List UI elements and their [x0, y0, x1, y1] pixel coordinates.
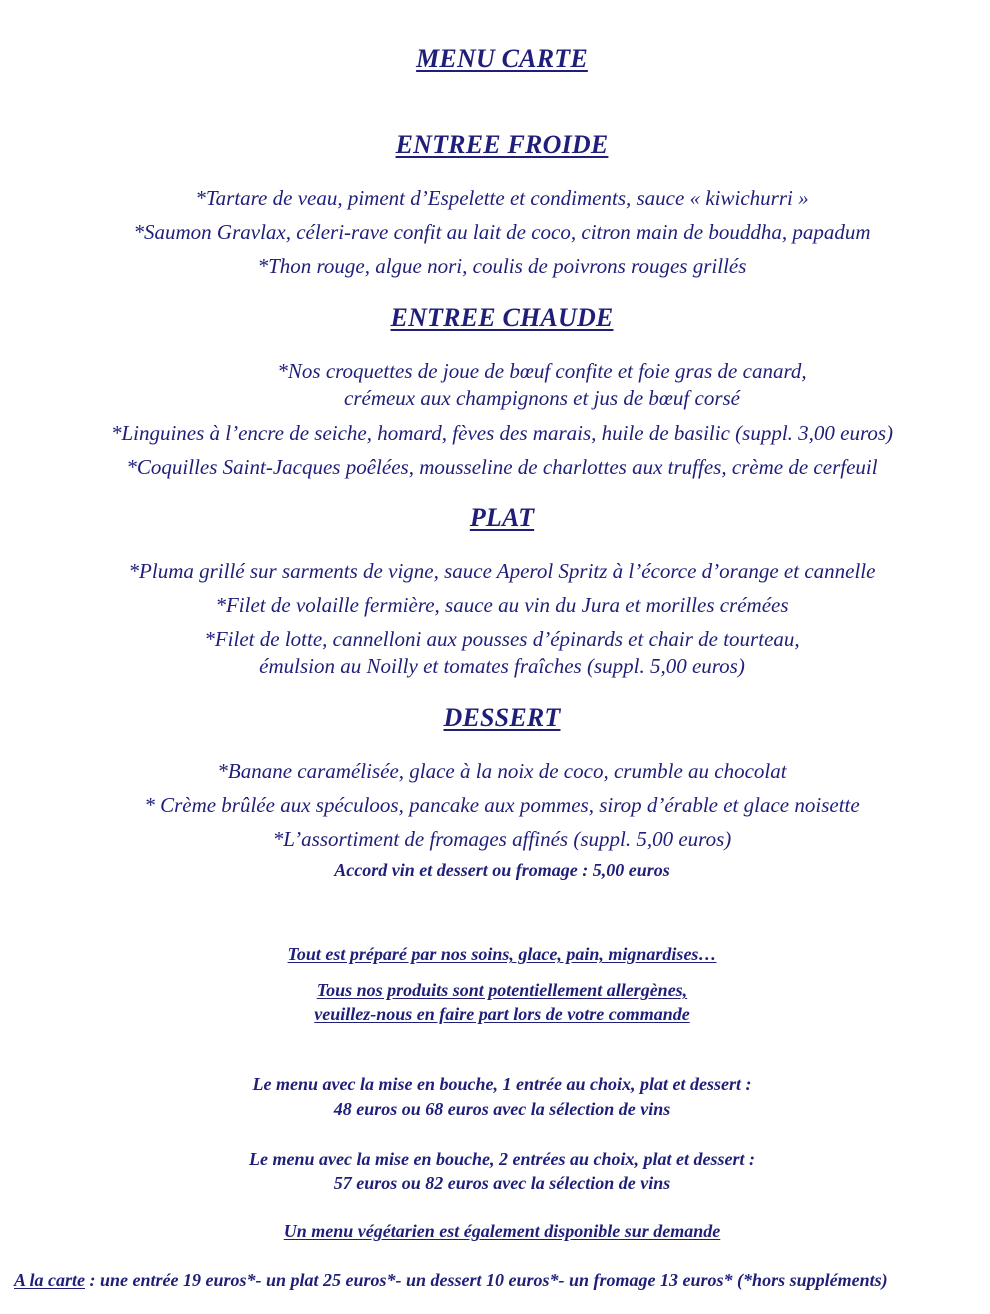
- menu-item: *Saumon Gravlax, céleri-rave confit au lait de coco, citron main de bouddha, papadum: [133, 220, 871, 244]
- a-la-carte-label: A la carte: [14, 1270, 85, 1290]
- menu-item: *Pluma grillé sur sarments de vigne, sauce Aperol Spritz à l’écorce d’orange et cannelle: [128, 559, 876, 583]
- menu-item-continuation: émulsion au Noilly et tomates fraîches (suppl. 5,00 euros): [259, 654, 745, 678]
- menu-item: * Crème brûlée aux spéculoos, pancake aux pommes, sirop d’érable et glace noisette: [144, 793, 860, 817]
- menu-item-continuation: crémeux aux champignons et jus de bœuf corsé: [344, 386, 740, 410]
- menu-item: *Tartare de veau, piment d’Espelette et condiments, sauce « kiwichurri »: [195, 186, 809, 210]
- homemade-notice: Tout est préparé par nos soins, glace, pain, mignardises…: [287, 944, 717, 964]
- menu-offer-2-price: 57 euros ou 82 euros avec la sélection de vins: [333, 1173, 671, 1193]
- vegetarian-notice: Un menu végétarien est également disponible sur demande: [283, 1221, 721, 1241]
- section-heading-entree-froide: ENTREE FROIDE: [395, 130, 609, 159]
- menu-title: MENU CARTE: [416, 44, 588, 73]
- menu-item: *Linguines à l’encre de seiche, homard, fèves des marais, huile de basilic (suppl. 3,00 euros): [110, 421, 894, 445]
- menu-item: *L’assortiment de fromages affinés (suppl. 5,00 euros): [272, 827, 732, 851]
- menu-item: *Banane caramélisée, glace à la noix de coco, crumble au chocolat: [217, 759, 787, 783]
- section-heading-plat: PLAT: [469, 503, 535, 532]
- a-la-carte-prices: [14, 1270, 984, 1291]
- allergen-notice-line1: Tous nos produits sont potentiellement allergènes,: [316, 980, 688, 1000]
- menu-item: *Filet de volaille fermière, sauce au vin du Jura et morilles crémées: [215, 593, 789, 617]
- a-la-carte-text: : une entrée 19 euros*- un plat 25 euros*- un dessert 10 euros*- un fromage 13 euros* (*hors suppléments): [85, 1270, 888, 1290]
- wine-pairing-note: Accord vin et dessert ou fromage : 5,00 euros: [334, 860, 670, 880]
- menu-item: *Nos croquettes de joue de bœuf confite et foie gras de canard,: [277, 359, 807, 383]
- section-heading-dessert: DESSERT: [443, 703, 561, 732]
- menu-offer-2-line1: Le menu avec la mise en bouche, 2 entrées au choix, plat et dessert :: [249, 1149, 755, 1169]
- menu-item: *Thon rouge, algue nori, coulis de poivrons rouges grillés: [257, 254, 747, 278]
- menu-item: *Coquilles Saint-Jacques poêlées, mousseline de charlottes aux truffes, crème de cerfeuil: [126, 455, 878, 479]
- allergen-notice-line2: veuillez-nous en faire part lors de votre commande: [314, 1004, 690, 1024]
- menu-item: *Filet de lotte, cannelloni aux pousses d’épinards et chair de tourteau,: [204, 627, 800, 651]
- menu-offer-1-price: 48 euros ou 68 euros avec la sélection de vins: [333, 1099, 671, 1119]
- section-heading-entree-chaude: ENTREE CHAUDE: [390, 303, 614, 332]
- menu-offer-1-line1: Le menu avec la mise en bouche, 1 entrée au choix, plat et dessert :: [252, 1074, 752, 1094]
